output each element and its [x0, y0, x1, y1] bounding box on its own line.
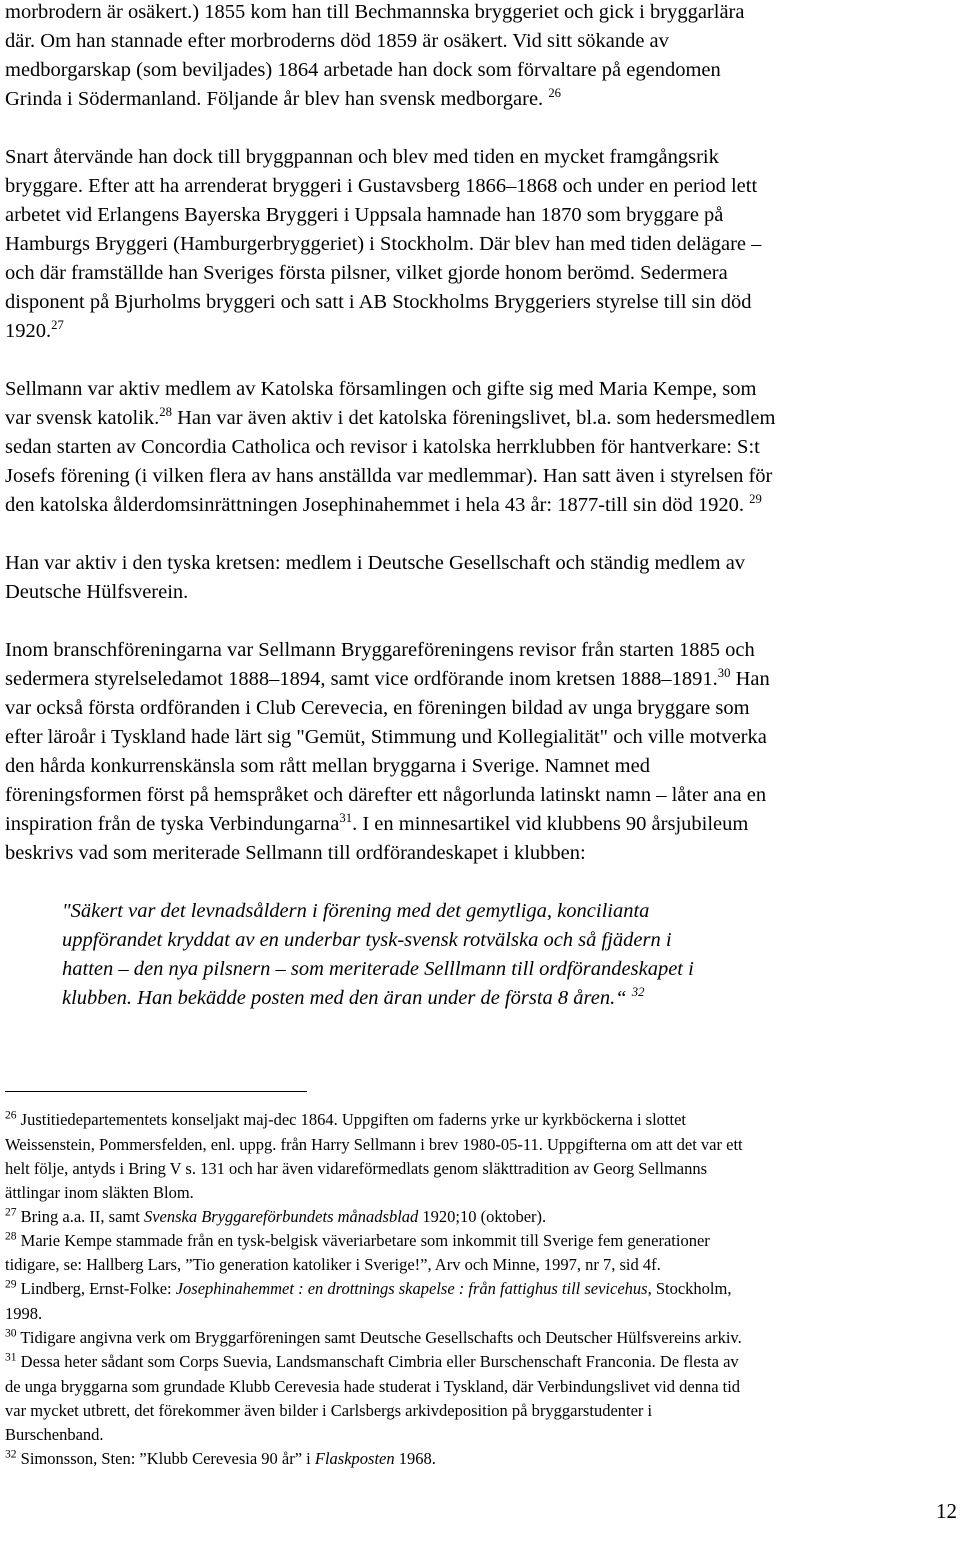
body-line [5, 143, 719, 172]
footnote-number: 27 [5, 1206, 17, 1219]
body-line [5, 491, 762, 520]
body-line [5, 665, 770, 694]
footnote-number: 29 [5, 1278, 17, 1291]
body-line [5, 752, 650, 781]
text-segment: uppförandet kryddat av en underbar tysk-svensk rotvälska och så fjädern i [62, 929, 672, 951]
body-line [5, 549, 745, 578]
footnote-line [5, 1205, 546, 1229]
body-line [5, 694, 750, 723]
text-segment: medborgarskap (som beviljades) 1864 arbetade han dock som förvaltare på egendomen [5, 59, 721, 81]
body-line [62, 955, 694, 984]
text-segment: Dessa heter sådant som Corps Suevia, Landsmanschaft Cimbria eller Burschenschaft Franconia. De flesta av [16, 1352, 739, 1371]
text-segment: hatten – den nya pilsnern – som meriterade Selllmann till ordförandeskapet i [62, 958, 694, 980]
footnote-line [5, 1277, 731, 1301]
text-segment: Sellmann var aktiv medlem av Katolska församlingen och gifte sig med Maria Kempe, som [5, 378, 757, 400]
footnote-reference: 26 [548, 85, 562, 100]
footnote-line [5, 1350, 739, 1374]
text-segment: 1920;10 (oktober). [418, 1207, 547, 1226]
text-segment: 1920. [5, 320, 52, 342]
text-segment: Bring a.a. II, samt [16, 1207, 144, 1226]
footnote-line [5, 1229, 710, 1253]
text-segment: klubben. Han bekädde posten med den äran under de första 8 åren.“ [62, 987, 632, 1009]
text-segment: helt följe, antyds i Bring V s. 131 och har även vidareförmedlats genom släkttradition av Georg Sellmanns [5, 1159, 708, 1178]
text-segment: sedermera styrelseledamot 1888–1894, samt vice ordförande inom kretsen 1888–1891. [5, 668, 718, 690]
text-segment: "Säkert var det levnadsåldern i förening med det gemytliga, koncilianta [62, 900, 650, 922]
text-segment: Simonsson, Sten: ”Klubb Cerevesia 90 år” i [16, 1449, 315, 1468]
text-segment: föreningsformen först på hemspråket och därefter ett någorlunda latinskt namn – låter ana en [5, 784, 767, 806]
text-segment: Han var aktiv i den tyska kretsen: medlem i Deutsche Gesellschaft och ständig medlem av [5, 552, 746, 574]
body-line [5, 375, 756, 404]
body-line [5, 317, 64, 346]
footnote-number: 26 [5, 1109, 17, 1122]
body-line [5, 201, 723, 230]
text-segment: Josefs förening (i vilken flera av hans anställda var medlemmar). Han satt även i styrelsen för [5, 465, 773, 487]
body-line [5, 56, 721, 85]
body-line [5, 810, 748, 839]
body-line [5, 0, 744, 27]
text-segment: och där framställde han Sveriges första pilsner, vilket gjorde honom berömd. Sedermera [5, 262, 728, 284]
italic-title: Flaskposten [314, 1449, 395, 1468]
text-segment: Justitiedepartementets konseljakt maj-dec 1864. Uppgiften om faderns yrke ur kyrkböckerna i slottet [16, 1110, 686, 1129]
text-segment: de unga bryggarna som grundade Klubb Cerevesia hade studerat i Tyskland, där Verbindungslivet vid denna tid [5, 1377, 741, 1396]
footnote-line [5, 1423, 104, 1447]
text-segment: Burschenband. [5, 1425, 104, 1444]
body-line [5, 27, 669, 56]
footnote-line [5, 1253, 661, 1277]
footnote-number: 32 [5, 1448, 17, 1461]
text-segment: Lindberg, Ernst-Folke: [16, 1279, 176, 1298]
text-segment: morbrodern är osäkert.) 1855 kom han till Bechmannska bryggeriet och gick i bryggarlära [5, 1, 745, 23]
text-segment: den katolska ålderdomsinrättningen Josephinahemmet i hela 43 år: 1877-till sin död 1920. [5, 494, 750, 516]
text-segment: , Stockholm, [647, 1279, 732, 1298]
text-segment: sedan starten av Concordia Catholica och revisor i katolska herrklubben för hantverkare: S:t [5, 436, 760, 458]
text-segment: arbetet vid Erlangens Bayerska Bryggeri i Uppsala hamnade han 1870 som bryggare på [5, 204, 724, 226]
text-segment: disponent på Bjurholms bryggeri och satt i AB Stockholms Bryggeriers styrelse till sin död [5, 291, 752, 313]
body-line [5, 404, 775, 433]
body-line [5, 781, 766, 810]
text-segment: ättlingar inom släkten Blom. [5, 1183, 194, 1202]
text-segment: där. Om han stannade efter morbroderns död 1859 är osäkert. Vid sitt sökande av [5, 30, 669, 52]
text-segment: beskrivs vad som meriterade Sellmann till ordförandeskapet i klubben: [5, 842, 586, 864]
text-segment: Han var även aktiv i det katolska föreningslivet, bl.a. som hedersmedlem [172, 407, 776, 429]
text-segment: bryggare. Efter att ha arrenderat bryggeri i Gustavsberg 1866–1868 och under en period lett [5, 175, 758, 197]
text-segment: Han [730, 668, 770, 690]
text-segment: 1998. [5, 1304, 43, 1323]
text-segment: Inom branschföreningarna var Sellmann Bryggareföreningens revisor från starten 1885 och [5, 639, 755, 661]
text-segment: Deutsche Hülfsverein. [5, 581, 189, 603]
text-segment: Weissenstein, Pommersfelden, enl. uppg. från Harry Sellmann i brev 1980-05-11. Uppgifterna om att det var ett [5, 1135, 743, 1154]
text-segment: var också första ordföranden i Club Cerevecia, en föreningen bildad av unga bryggare som [5, 697, 750, 719]
body-line [5, 578, 188, 607]
footnote-number: 30 [5, 1327, 17, 1340]
body-line [5, 288, 751, 317]
footnote-separator [5, 1091, 307, 1092]
footnote-line [5, 1399, 652, 1423]
text-segment: tidigare, se: Hallberg Lars, ”Tio generation katoliker i Sverige!”, Arv och Minne, 1997, nr 7, sid 4f. [5, 1255, 661, 1274]
footnote-line [5, 1447, 436, 1471]
footnote-reference: 27 [51, 317, 64, 332]
footnote-reference: 29 [749, 491, 762, 506]
text-segment: 1968. [394, 1449, 436, 1468]
body-line [5, 636, 755, 665]
text-segment: Snart återvände han dock till bryggpannan och blev med tiden en mycket framgångsrik [5, 146, 719, 168]
footnote-line [5, 1108, 686, 1132]
text-segment: inspiration från de tyska Verbindungarna [5, 813, 340, 835]
body-line [5, 230, 761, 259]
footnote-reference: 28 [159, 404, 172, 419]
footnote-reference: 30 [717, 665, 731, 680]
text-segment: Tidigare angivna verk om Bryggarföreningen samt Deutsche Gesellschafts och Deutscher Hülfsvereins arkiv. [16, 1328, 742, 1347]
footnote-number: 31 [5, 1351, 17, 1364]
body-line [62, 984, 644, 1013]
footnote-line [5, 1133, 743, 1157]
footnote-line [5, 1181, 194, 1205]
italic-title: Svenska Bryggareförbundets månadsblad [143, 1207, 419, 1226]
body-line [5, 259, 728, 288]
text-segment: var svensk katolik. [5, 407, 160, 429]
text-segment: var mycket utbrett, det förekommer även bilder i Carlsbergs arkivdeposition på bryggarstudenter i [5, 1401, 653, 1420]
italic-title: Josephinahemmet : en drottnings skapelse : från fattighus till sevicehus [175, 1279, 648, 1298]
footnote-reference: 32 [631, 984, 645, 999]
body-line [5, 172, 757, 201]
footnote-number: 28 [5, 1230, 17, 1243]
body-line [5, 462, 772, 491]
footnote-line [5, 1302, 42, 1326]
body-line [5, 433, 760, 462]
body-line [5, 839, 586, 868]
body-line [62, 926, 672, 955]
footnote-line [5, 1157, 707, 1181]
body-line [5, 85, 561, 114]
footnote-line [5, 1326, 742, 1350]
text-segment: den hårda konkurrenskänsla som rått mellan bryggarna i Sverige. Namnet med [5, 755, 650, 777]
page-number: 12 [936, 1499, 957, 1523]
text-segment: Hamburgs Bryggeri (Hamburgerbryggeriet) i Stockholm. Där blev han med tiden delägare – [5, 233, 762, 255]
body-line [5, 723, 767, 752]
body-line [62, 897, 649, 926]
text-segment: Grinda i Södermanland. Följande år blev han svensk medborgare. [5, 88, 549, 110]
text-segment: . I en minnesartikel vid klubbens 90 årsjubileum [352, 813, 749, 835]
text-segment: efter läroår i Tyskland hade lärt sig "Gemüt, Stimmung und Kollegialität" och ville motverka [5, 726, 767, 748]
text-segment: Marie Kempe stammade från en tysk-belgisk väveriarbetare som inkommit till Sverige fem generationer [16, 1231, 710, 1250]
footnote-line [5, 1375, 740, 1399]
footnote-reference: 31 [339, 810, 353, 825]
